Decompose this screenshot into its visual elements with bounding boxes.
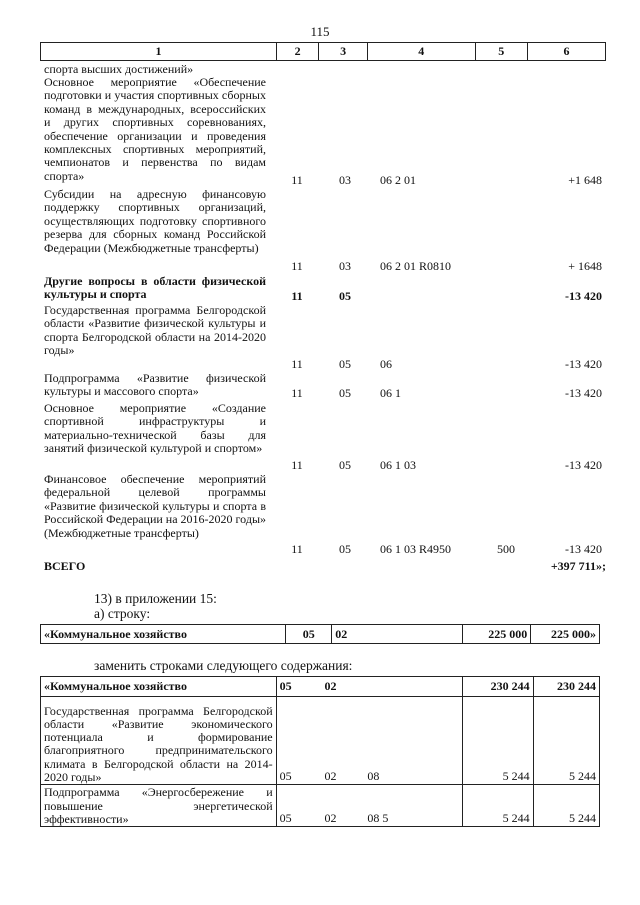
- row-description: Подпрограмма «Развитие физической культуры и массового спорта»: [44, 371, 266, 399]
- header-col-3: 3: [319, 43, 367, 61]
- new-rows-table: [40, 676, 600, 827]
- new-row-name: Государственная программа Белгородской области «Развитие экономического потенциала и формирование благоприятного предпринимательского климата в Белгородской области на 2014-2020 годы»: [41, 697, 277, 785]
- row-description: спорта высших достижений»: [44, 62, 194, 76]
- row-target-code: 06 1 03: [380, 458, 416, 472]
- new-row-subsection: 02: [322, 785, 365, 827]
- row-section: 11: [291, 542, 303, 556]
- row-section: 11: [291, 458, 303, 472]
- new-row-subsection: 02: [322, 697, 365, 785]
- row-description: Основное мероприятие «Создание спортивной инфраструктуры и материально-технической базы для занятий физической культурой и спортом»: [44, 401, 266, 456]
- column-number-header: [40, 42, 606, 61]
- new-row-section: 05: [276, 785, 321, 827]
- row-description: Субсидии на адресную финансовую поддержку спортивных организаций, осуществляющих подготовку спортивного резерва для сборных команд Российской Федерации (Межбюджетные трансферты): [44, 187, 266, 255]
- new-row-name: Подпрограмма «Энергосбережение и повышение энергетической эффективности»: [41, 785, 277, 827]
- old-row-value-2: 225 000»: [531, 625, 600, 644]
- header-col-4: 4: [367, 43, 475, 61]
- old-row-section: 05: [286, 625, 332, 644]
- table-row: [41, 785, 600, 827]
- row-section: 11: [291, 357, 303, 371]
- row-subsection: 03: [339, 173, 351, 187]
- old-row-name: «Коммунальное хозяйство: [41, 625, 286, 644]
- row-target-code: 06 2 01: [380, 173, 416, 187]
- table-row: [41, 677, 600, 697]
- row-subsection: 05: [339, 357, 351, 371]
- row-description: Основное мероприятие «Обеспечение подготовки и участия спортивных сборных команд в международных, всероссийских и других спортивных соревнованиях, обеспечение организации и проведения комплексных спортивных мероприятий, чемпионатов и первенства по видам спорта»: [44, 75, 266, 183]
- row-subsection: 05: [339, 458, 351, 472]
- row-target-code: 06: [380, 357, 392, 371]
- row-section: 11: [291, 259, 303, 273]
- row-subsection: 05: [339, 289, 351, 303]
- new-row-section: 05: [276, 697, 321, 785]
- old-row-value-1: 225 000: [462, 625, 531, 644]
- row-amount: +1 648: [568, 173, 602, 187]
- new-row-value-1: 230 244: [463, 677, 533, 697]
- instruction-row-label: а) строку:: [94, 606, 151, 621]
- instruction-replace: заменить строками следующего содержания:: [94, 658, 353, 673]
- row-target-code: 06 1: [380, 386, 401, 400]
- row-target-code: 06 1 03 R4950: [380, 542, 452, 556]
- header-col-5: 5: [475, 43, 527, 61]
- row-amount: + 1648: [568, 259, 602, 273]
- new-row-code: 08: [364, 697, 462, 785]
- row-section: 11: [291, 386, 303, 400]
- new-row-code: [364, 677, 462, 697]
- new-row-value-2: 230 244: [533, 677, 599, 697]
- instruction-item-13: 13) в приложении 15:: [94, 591, 217, 606]
- header-col-1: 1: [41, 43, 277, 61]
- old-row-subsection: 02: [332, 625, 462, 644]
- row-amount: -13 420: [565, 458, 602, 472]
- new-row-value-1: 5 244: [463, 785, 533, 827]
- new-row-code: 08 5: [364, 785, 462, 827]
- row-target-code: 06 2 01 R0810: [380, 259, 452, 273]
- new-row-value-1: 5 244: [463, 697, 533, 785]
- header-col-2: 2: [276, 43, 319, 61]
- row-amount: -13 420: [565, 357, 602, 371]
- row-amount: -13 420: [565, 289, 602, 303]
- row-section: 11: [291, 173, 303, 187]
- header-col-6: 6: [527, 43, 605, 61]
- row-subsection: 05: [339, 542, 351, 556]
- new-row-value-2: 5 244: [533, 697, 599, 785]
- new-row-value-2: 5 244: [533, 785, 599, 827]
- table-row: [41, 625, 600, 644]
- total-label: ВСЕГО: [44, 559, 86, 573]
- new-row-name: «Коммунальное хозяйство: [41, 677, 277, 697]
- row-expense-type: 500: [497, 542, 515, 556]
- page-number: 115: [310, 24, 330, 39]
- total-amount: +397 711»;: [550, 559, 606, 573]
- new-row-subsection: 02: [322, 677, 365, 697]
- row-amount: -13 420: [565, 542, 602, 556]
- old-row-table: [40, 624, 600, 644]
- row-description: Финансовое обеспечение мероприятий федеральной целевой программы «Развитие физической культуры и спорта в Российской Федерации на 2016-2020 годы» (Межбюджетные трансферты): [44, 472, 266, 540]
- row-section: 11: [291, 289, 303, 303]
- row-subsection: 05: [339, 386, 351, 400]
- table-row: [41, 697, 600, 785]
- row-description: Государственная программа Белгородской области «Развитие физической культуры и спорта Белгородской области на 2014-2020 годы»: [44, 303, 266, 358]
- new-row-section: 05: [276, 677, 321, 697]
- row-subsection: 03: [339, 259, 351, 273]
- row-amount: -13 420: [565, 386, 602, 400]
- row-description: Другие вопросы в области физической культуры и спорта: [44, 274, 266, 302]
